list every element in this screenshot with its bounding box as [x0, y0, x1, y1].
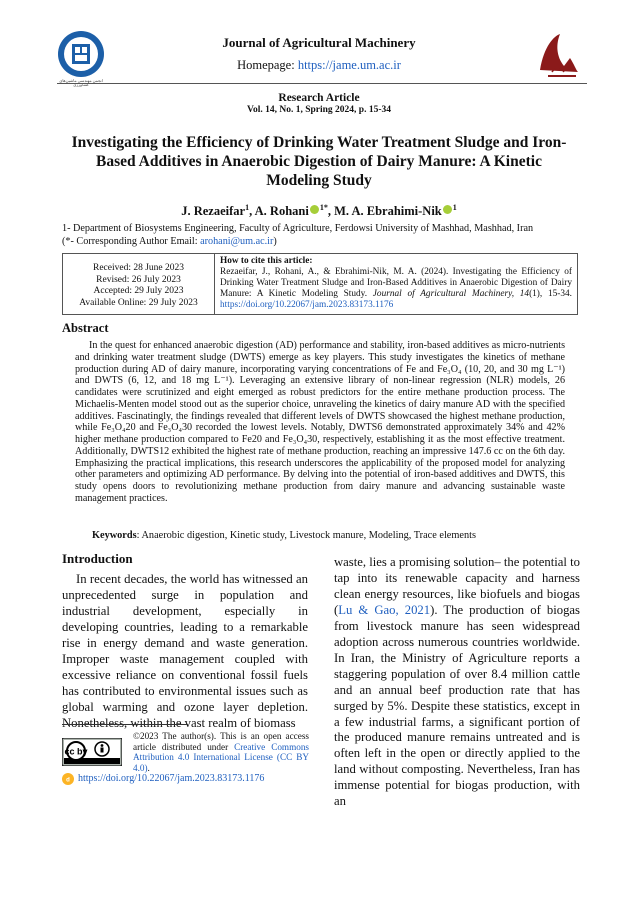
svg-text:cc by: cc by — [64, 746, 88, 757]
license-link[interactable]: Creative Commons Attribution 4.0 International License (CC BY 4.0) — [133, 741, 309, 773]
article-dates — [63, 254, 215, 314]
homepage-link[interactable]: https://jame.um.ac.ir — [297, 58, 401, 72]
orcid-icon[interactable] — [443, 205, 452, 214]
article-title: Investigating the Efficiency of Drinking Water Treatment Sludge and Iron-Based Additives in Anaerobic Digestion of Dairy Manure: A Kinetic Modeling Study — [71, 134, 567, 189]
affiliation: 1- Department of Biosystems Engineering, Faculty of Agriculture, Ferdowsi University of Mashhad, Mashhad, Iran (*- Corresponding Author Email: arohani@um.ac.ir) — [62, 223, 534, 247]
online-date: Available Online: 29 July 2023 — [79, 297, 198, 308]
journal-homepage: Homepage: https://jame.um.ac.ir — [237, 58, 401, 72]
author-list: J. Rezaeifar$^1$, A. Rohani $^{1*}$, M. A. Ebrahimi-Nik $^1$ — [181, 203, 457, 219]
university-logo-icon — [530, 26, 586, 82]
society-logo-caption: انجمن مهندسی ماشین‌های کشاورزی — [59, 78, 103, 87]
page-header — [0, 0, 638, 95]
cc-by-license-icon[interactable] — [62, 738, 122, 766]
accepted-date: Accepted: 29 July 2023 — [93, 286, 184, 297]
introduction-heading: Introduction — [62, 551, 133, 566]
keywords: Keywords: Anaerobic digestion, Kinetic study, Livestock manure, Modeling, Trace elements — [92, 530, 476, 541]
intro-left-column: In recent decades, the world has witnessed an unprecedented surge in population and industrial development, especially in developing countries, leading to a remarkable rise in energy demand and waste generation. Improper waste management coupled with excessive reliance on conventional fossil fuels has contributed to environmental issues such as global warming and ozone layer depletion. Nonetheless, within the vast realm of biomass — [62, 572, 308, 730]
journal-title: Journal of Agricultural Machinery — [222, 35, 416, 50]
citation-doi-link[interactable]: https://doi.org/10.22067/jam.2023.83173.1176 — [220, 300, 394, 310]
footer-doi-link[interactable]: https://doi.org/10.22067/jam.2023.83173.1176 — [78, 773, 265, 784]
citation-heading: How to cite this article: — [220, 256, 313, 266]
citation-block: How to cite this article: Rezaeifar, J., Rohani, A., & Ebrahimi-Nik, M. A. (2024). Investigating the Efficiency of Drinking Water Treatment Sludge and Iron-Based Additives in Anaerobic Digestion of Dairy Manure: A Kinetic Modeling Study. Journal of Agricultural Machinery, 14(1), 15-34. https://doi.org/10.22067/jam.2023.83173.1176 — [220, 256, 572, 310]
header-rule — [57, 83, 587, 84]
author-name: M. A. Ebrahimi-Nik — [334, 204, 442, 219]
orcid-icon[interactable] — [310, 205, 319, 214]
author-name: A. Rohani — [254, 204, 309, 219]
article-type: Research Article — [278, 92, 360, 104]
abstract-heading: Abstract — [62, 321, 109, 335]
svg-text:d: d — [66, 777, 70, 784]
corresponding-email-link[interactable]: arohani@um.ac.ir — [200, 236, 274, 247]
volume-info: Vol. 14, No. 1, Spring 2024, p. 15-34 — [246, 105, 392, 115]
received-date: Received: 28 June 2023 — [92, 263, 185, 273]
intro-right-column: waste, lies a promising solution– the potential to tap into its renewable capacity and harness clean energy resources, like biofuels and biogas (Lu & Gao, 2021). The production of biogas from livestock manure has seen widespread adoption across numerous countries worldwide. In Iran, the Ministry of Agriculture reports a staggering population of over 8.4 million cattle and an annual beef production rate that has surged by 5%. Despite these statistics, except in a few industrial farms, a significant portion of the produced manure remains untreated and is often left in the open or directly applied to the land without composting. Nevertheless, Iran has immense potential for biogas production, with an — [334, 555, 580, 809]
author-name: J. Rezaeifar — [181, 204, 246, 219]
article-info-box — [62, 253, 578, 315]
abstract-text: In the quest for enhanced anaerobic digestion (AD) performance and stability, iron-based additives as micro-nutrients and drinking water treatment sludge (DWTS) emerge as key players. This study investigates the kinetics of methane production during AD of dairy manure, incorporating varying concentrations of Fe and Fe₃O₄ (10, 20, and 30 mg L⁻¹) and DWTS (6, 12, and 18 mg L⁻¹). Leveraging an extensive library of non-linear regression (NLR) models, 26 candidates were scrutinized and eight emerged as robust predictors for the entire methane production process. The Michaelis-Menten model stood out as the superior choice, unraveling the kinetics of dairy manure AD with the specified additives. Fascinatingly, the findings revealed that different levels of DWTS showcased the highest methane production, while Fe₃O₄20 and Fe₃O₄30 recorded the lowest levels. Notably, DWTS6 demonstrated approximately 34% and 42% higher methane production compared to Fe20 and Fe₃O₄30, respectively, establishing it as the most effective treatment. Additionally, DWTS12 exhibited the highest rate of methane production, reaching an impressive 147.6 cc on the 6th day. Emphasizing the practical implications, this research underscores the applicability of the proposed model for analyzing other parameters and optimizing AD performance. By delving into the potential of iron-based additives and DWTS, this study opens doors to revolutionizing methane production from dairy manure and advancing sustainable waste management practices. — [75, 340, 565, 504]
footnote-rule — [62, 724, 188, 725]
revised-date: Revised: 26 July 2023 — [96, 274, 181, 285]
license-statement: ©2023 The author(s). This is an open access article distributed under Creative Commons Attribution 4.0 International License (CC BY 4.0). — [133, 731, 309, 773]
citation-link[interactable]: Lu & Gao, 2021 — [338, 602, 431, 617]
doi-icon — [62, 773, 74, 785]
